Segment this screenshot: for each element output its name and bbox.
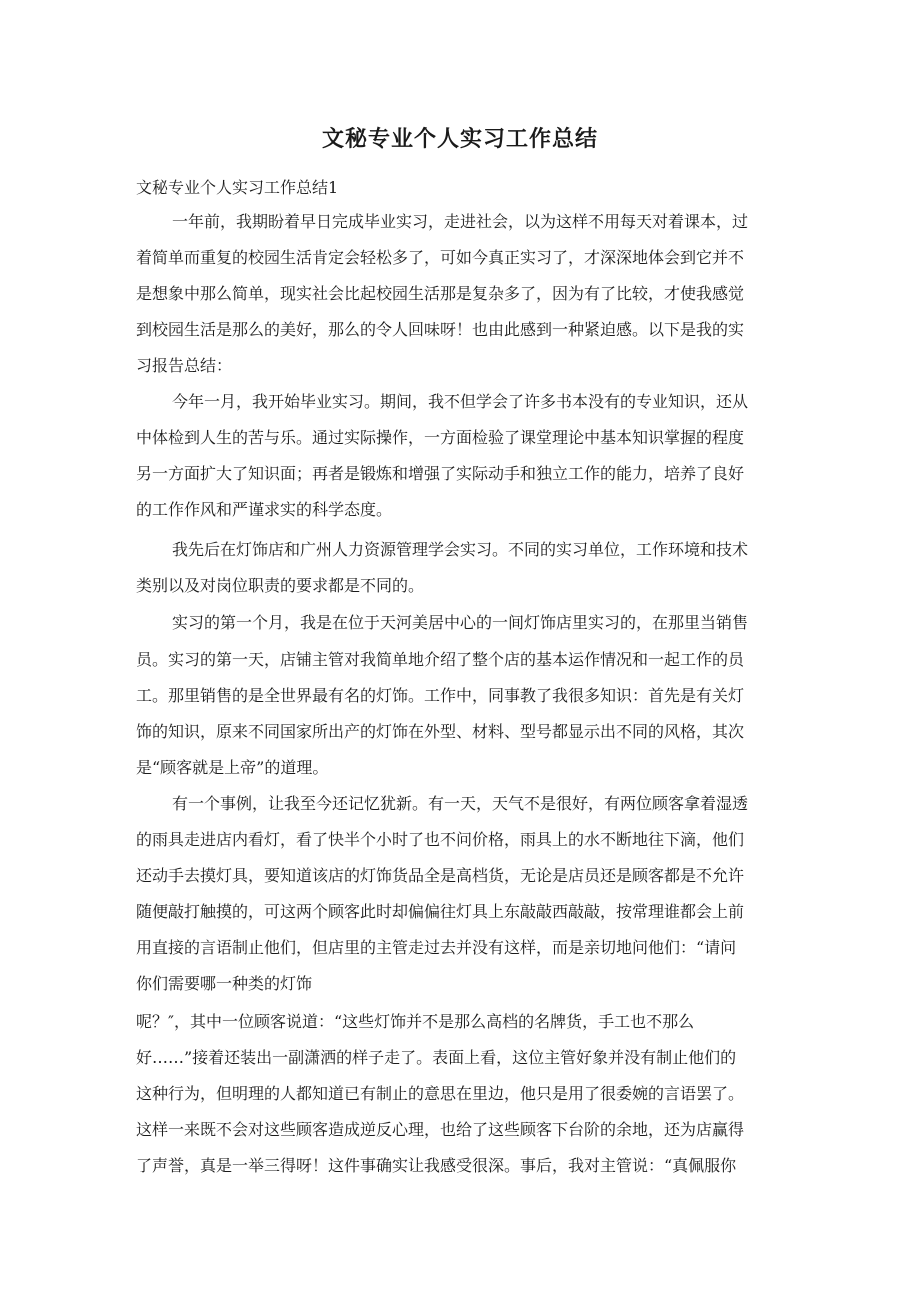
text-line: 类别以及对岗位职责的要求都是不同的。 (136, 576, 425, 595)
text-line: 还动手去摸灯具，要知道该店的灯饰货品全是高档货，无论是店员还是顾客都是不允许 (136, 866, 745, 885)
text-line: 这种行为，但明理的人都知道已有制止的意思在里边，他只是用了很委婉的言语罢了。 (136, 1084, 745, 1103)
text-line: 随便敲打触摸的，可这两个顾客此时却偏偏往灯具上东敲敲西敲敲，按常理谁都会上前 (136, 902, 745, 921)
text-line: 是想象中那么简单，现实社会比起校园生活那是复杂多了，因为有了比较，才使我感觉 (136, 284, 745, 303)
text-line: 今年一月，我开始毕业实习。期间，我不但学会了许多书本没有的专业知识，还从 (172, 392, 749, 411)
text-line: 好……”接着还装出一副潇洒的样子走了。表面上看，这位主管好象并没有制止他们的 (136, 1048, 737, 1067)
text-line: 员。实习的第一天，店铺主管对我简单地介绍了整个店的基本运作情况和一起工作的员 (136, 650, 745, 669)
text-line: 了声誉，真是一举三得呀！这件事确实让我感受很深。事后，我对主管说：“真佩服你 (136, 1156, 737, 1175)
text-line: 习报告总结： (136, 356, 233, 375)
text-line: 有一个事例，让我至今还记忆犹新。有一天，天气不是很好，有两位顾客拿着湿透 (172, 794, 749, 813)
document-subtitle: 文秘专业个人实习工作总结1 (136, 178, 339, 197)
text-line: 用直接的言语制止他们，但店里的主管走过去并没有这样，而是亲切地问他们：“请问 (136, 938, 737, 957)
text-line: 着简单而重复的校园生活肯定会轻松多了，可如今真正实习了，才深深地体会到它并不 (136, 248, 745, 267)
text-line: 这样一来既不会对这些顾客造成逆反心理，也给了这些顾客下台阶的余地，还为店赢得 (136, 1120, 745, 1139)
text-line: 中体检到人生的苦与乐。通过实际操作，一方面检验了课堂理论中基本知识掌握的程度 (136, 428, 745, 447)
text-line: 你们需要哪一种类的灯饰 (136, 974, 313, 993)
text-line: 是“顾客就是上帝”的道理。 (136, 758, 329, 777)
text-line: 我先后在灯饰店和广州人力资源管理学会实习。不同的实习单位，工作环境和技术 (172, 540, 749, 559)
document-title: 文秘专业个人实习工作总结 (321, 127, 598, 152)
text-line: 到校园生活是那么的美好，那么的令人回味呀！也由此感到一种紧迫感。以下是我的实 (136, 320, 745, 339)
text-line: 的工作作风和严谨求实的科学态度。 (136, 500, 393, 519)
text-line: 呢？″，其中一位顾客说道：“这些灯饰并不是那么高档的名牌货，手工也不那么 (136, 1012, 695, 1031)
text-line: 另一方面扩大了知识面；再者是锻炼和增强了实际动手和独立工作的能力，培养了良好 (136, 464, 745, 483)
text-line: 一年前，我期盼着早日完成毕业实习，走进社会，以为这样不用每天对着课本，过 (172, 212, 749, 231)
text-line: 实习的第一个月，我是在位于天河美居中心的一间灯饰店里实习的，在那里当销售 (172, 613, 749, 632)
text-line: 饰的知识，原来不同国家所出产的灯饰在外型、材料、型号都显示出不同的风格，其次 (136, 722, 745, 741)
text-line: 的雨具走进店内看灯，看了快半个小时了也不问价格，雨具上的水不断地往下滴，他们 (136, 830, 745, 849)
text-line: 工。那里销售的是全世界最有名的灯饰。工作中，同事教了我很多知识：首先是有关灯 (136, 686, 745, 705)
